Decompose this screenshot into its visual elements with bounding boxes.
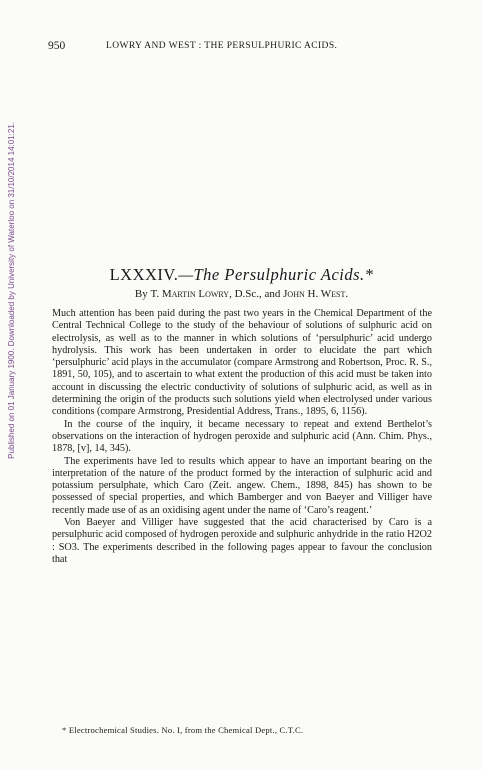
page-number: 950 <box>48 40 66 52</box>
byline <box>0 288 483 300</box>
author-1-suffix: , D.Sc., and <box>229 288 281 300</box>
author-2: John H. West. <box>283 288 349 300</box>
article-body <box>52 308 432 566</box>
running-head: LOWRY AND WEST : THE PERSULPHURIC ACIDS. <box>106 41 338 51</box>
article-title-text: —The Persulphuric Acids.* <box>178 265 374 284</box>
byline-by: By <box>134 288 148 300</box>
author-1: T. Martin Lowry <box>150 288 230 300</box>
paragraph-3: The experiments have led to results which appear to have an important bearing on the interpretation of the nature of the product formed by the interaction of sulphuric acid and potassium persulphate, which Caro (Zeit. angew. Chem., 1898, 845) has shown to be possessed of special properties, and which Bamberger and von Baeyer and Villiger have recently made use of as an oxidising agent under the name of ‘Caro’s reagent.’ <box>52 455 432 516</box>
article-title <box>0 265 483 285</box>
paragraph-2: In the course of the inquiry, it became necessary to repeat and extend Berthelot’s observations on the interaction of hydrogen peroxide and sulphuric acid (Ann. Chim. Phys., 1878, [v], 14, 345). <box>52 418 432 455</box>
watermark-text: Published on 01 January 1900. Downloaded by University of Waterloo on 31/10/2014 14:01:21. <box>6 121 16 459</box>
footnote: * Electrochemical Studies. No. I, from the Chemical Dept., C.T.C. <box>62 725 304 735</box>
paragraph-1: Much attention has been paid during the past two years in the Chemical Department of the Central Technical College to the study of the behaviour of solutions of sulphuric acid on electrolysis, as well as to the manner in which solutions of ‘persulphuric’ acid undergo hydrolysis. This work has been undertaken in order to elucidate the part which ‘persulphuric’ acid plays in the accumulator (compare Armstrong and Robertson, Proc. R. S., 1891, 50, 105), and to ascertain to what extent the production of this acid must be taken into account in discussing the electric conductivity of solutions of sulphuric acid, as well as in determining the origin of the products such solutions yield when electrolysed under various conditions (compare Armstrong, Presidential Address, Trans., 1895, 6, 1156). <box>52 308 432 418</box>
article-number: LXXXIV. <box>109 265 179 284</box>
paragraph-4: Von Baeyer and Villiger have suggested that the acid characterised by Caro is a persulphuric acid composed of hydrogen peroxide and sulphuric anhydride in the ratio H2O2 : SO3. The experiments described in the following pages appear to favour the conclusion that <box>52 517 432 565</box>
